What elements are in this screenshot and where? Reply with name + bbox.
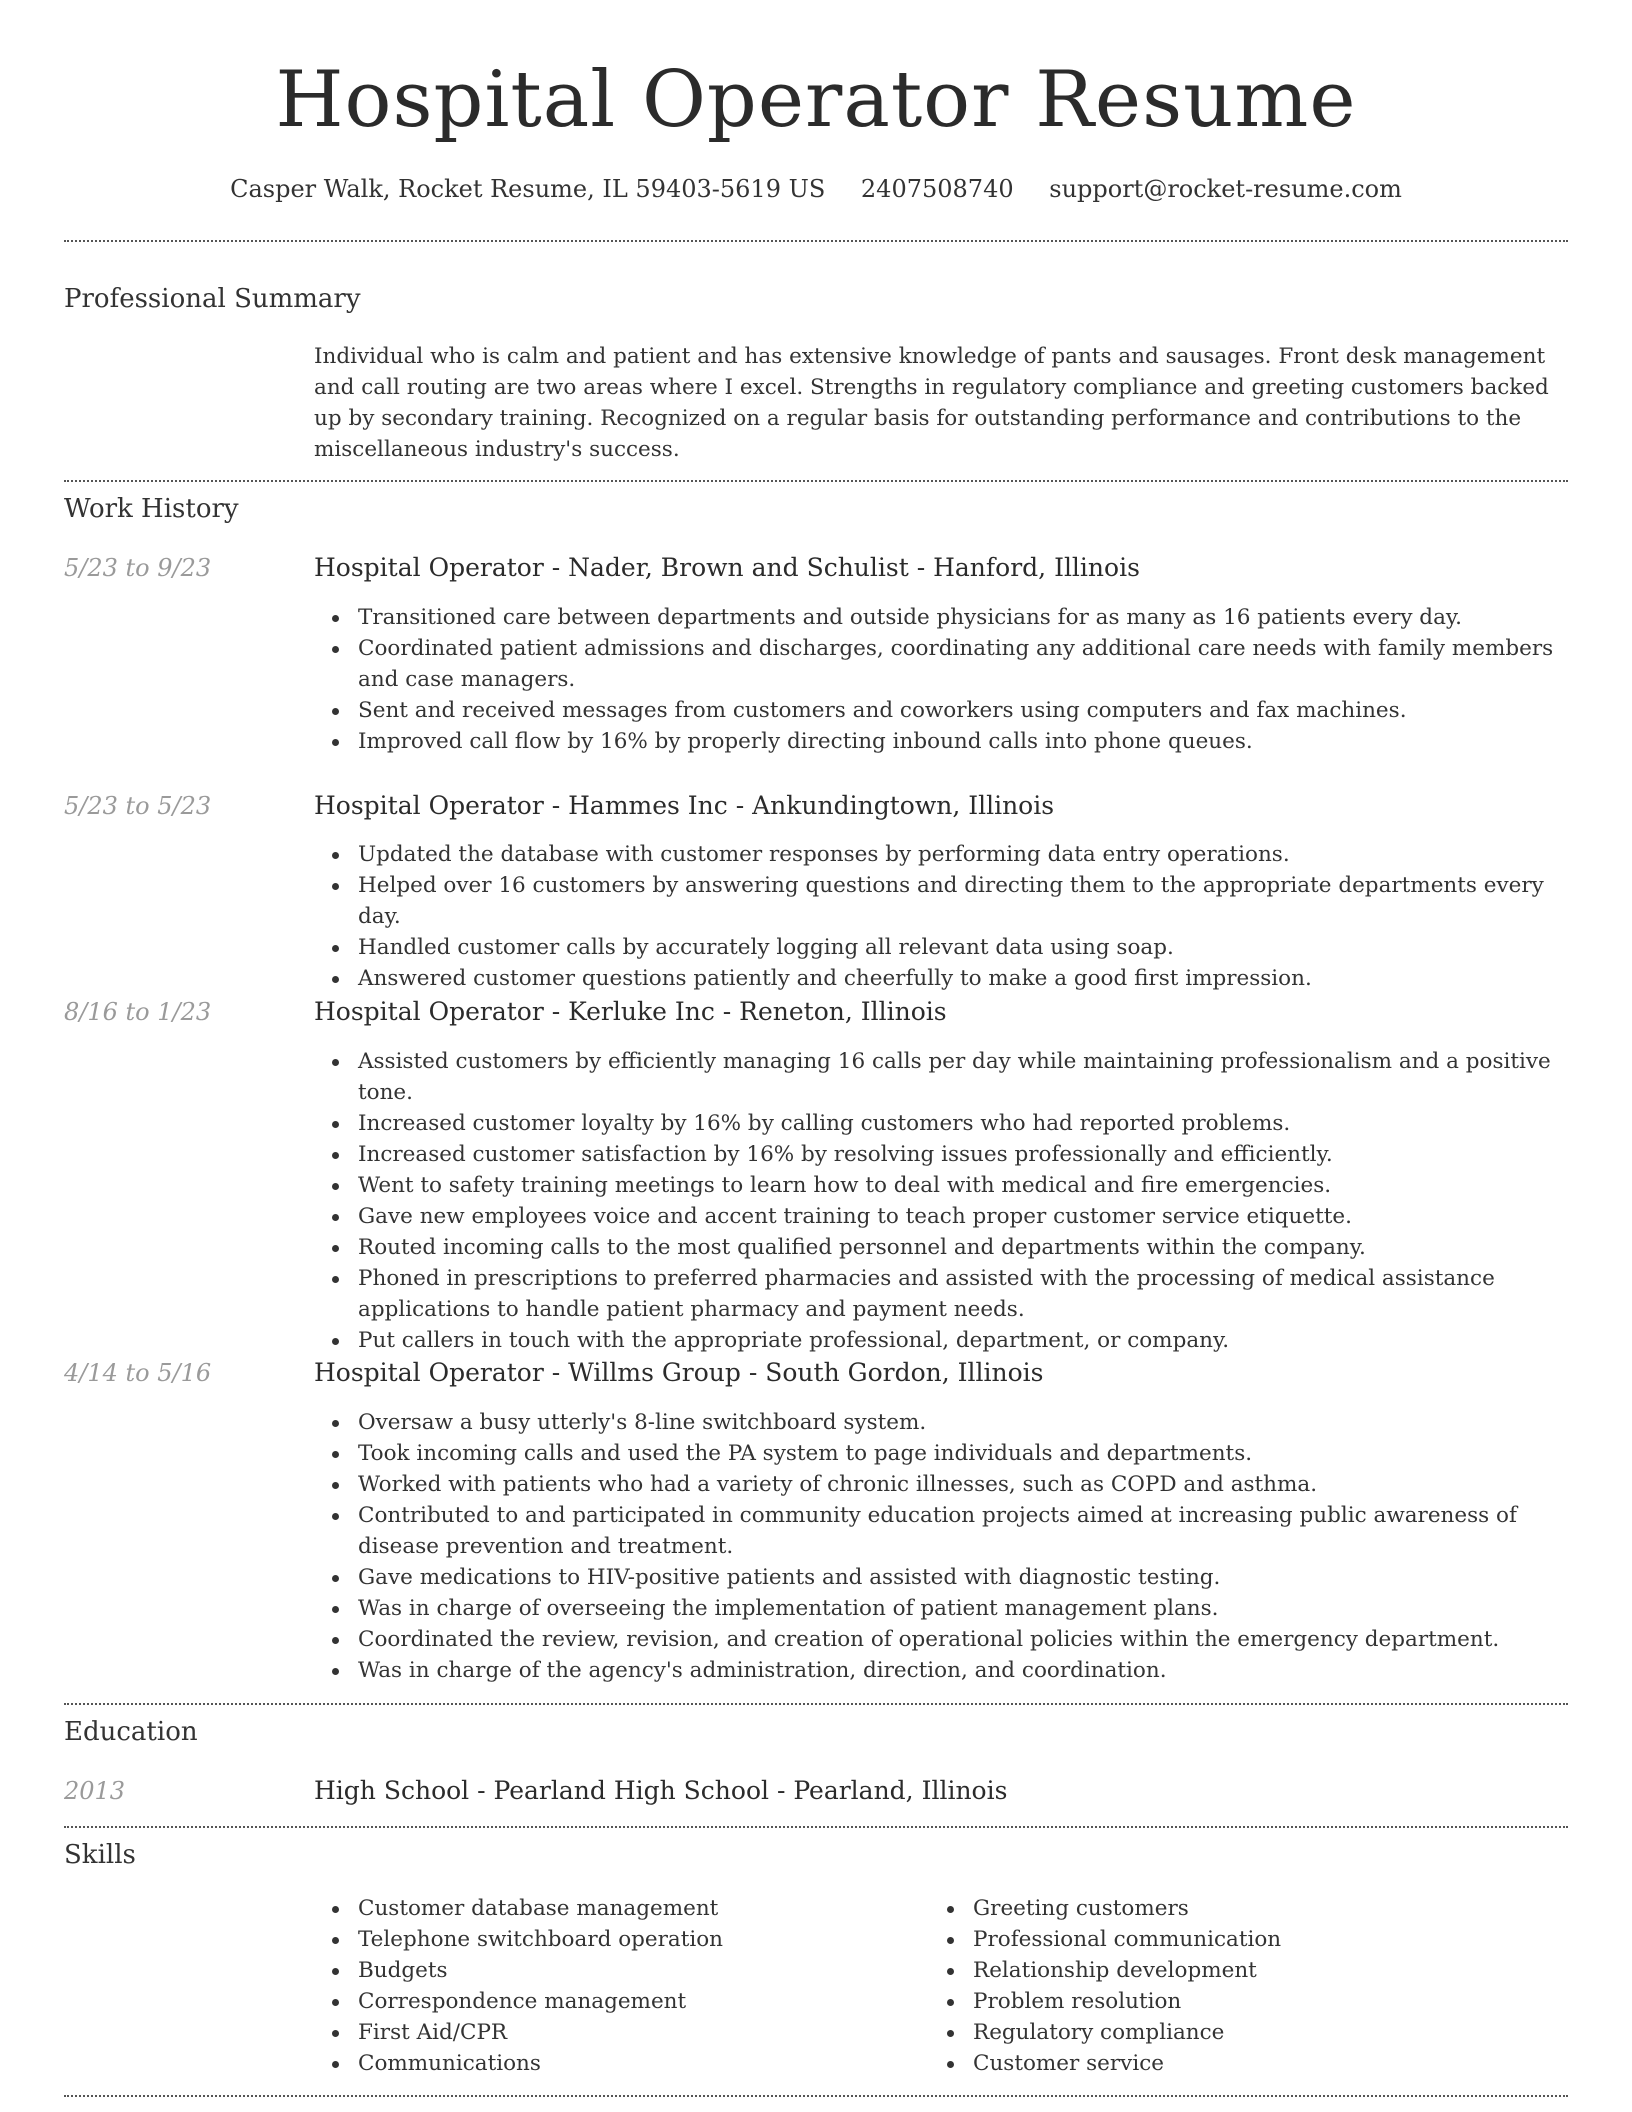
section-title-education: Education — [64, 1717, 198, 1747]
divider — [64, 2095, 1568, 2097]
contact-line — [0, 172, 1632, 206]
skill-item: Customer database management — [358, 1893, 914, 1924]
job-bullet: Took incoming calls and used the PA system to page individuals and departments. — [358, 1438, 1568, 1469]
job-bullet: Worked with patients who had a variety of chronic illnesses, such as COPD and asthma. — [358, 1469, 1568, 1500]
divider — [64, 240, 1568, 242]
job-heading: Hospital Operator - Hammes Inc - Ankundingtown, Illinois — [314, 791, 1055, 820]
section-title-skills: Skills — [64, 1840, 136, 1870]
job-dates: 8/16 to 1/23 — [64, 998, 212, 1026]
skill-item: Telephone switchboard operation — [358, 1924, 914, 1955]
job-bullet: Contributed to and participated in community education projects aimed at increasing public awareness of disease prevention and treatment. — [358, 1500, 1568, 1562]
divider — [64, 480, 1568, 482]
job-dates: 4/14 to 5/16 — [64, 1359, 212, 1387]
job-bullet: Was in charge of the agency's administration, direction, and coordination. — [358, 1655, 1568, 1686]
job-bullet: Improved call flow by 16% by properly directing inbound calls into phone queues. — [358, 726, 1568, 757]
job-bullet: Put callers in touch with the appropriate professional, department, or company. — [358, 1325, 1568, 1356]
job-bullet: Gave medications to HIV-positive patients and assisted with diagnostic testing. — [358, 1562, 1568, 1593]
job-heading: Hospital Operator - Nader, Brown and Schulist - Hanford, Illinois — [314, 553, 1140, 582]
education-year: 2013 — [64, 1777, 126, 1805]
job-bullet: Phoned in prescriptions to preferred pharmacies and assisted with the processing of medical assistance applications to handle patient pharmacy and payment needs. — [358, 1263, 1568, 1325]
contact-email: support@rocket-resume.com — [1049, 175, 1402, 203]
job-bullet: Coordinated patient admissions and discharges, coordinating any additional care needs with family members and case managers. — [358, 633, 1568, 695]
resume-title: Hospital Operator Resume — [275, 55, 1357, 145]
job-bullets — [314, 1407, 1568, 1686]
job-bullet: Helped over 16 customers by answering questions and directing them to the appropriate departments every day. — [358, 870, 1568, 932]
skill-item: Customer service — [973, 2048, 1529, 2079]
section-title-work-history: Work History — [64, 494, 239, 524]
job-bullet: Increased customer satisfaction by 16% by resolving issues professionally and efficiently. — [358, 1139, 1568, 1170]
job-bullet: Increased customer loyalty by 16% by calling customers who had reported problems. — [358, 1108, 1568, 1139]
contact-phone: 2407508740 — [860, 175, 1014, 203]
job-bullet: Gave new employees voice and accent training to teach proper customer service etiquette. — [358, 1201, 1568, 1232]
job-bullet: Was in charge of overseeing the implementation of patient management plans. — [358, 1593, 1568, 1624]
education-heading: High School - Pearland High School - Pearland, Illinois — [314, 1776, 1008, 1805]
job-bullet: Updated the database with customer responses by performing data entry operations. — [358, 839, 1568, 870]
job-bullet: Transitioned care between departments and outside physicians for as many as 16 patients every day. — [358, 602, 1568, 633]
job-bullet: Routed incoming calls to the most qualified personnel and departments within the company. — [358, 1232, 1568, 1263]
skill-item: Problem resolution — [973, 1986, 1529, 2017]
skill-item: First Aid/CPR — [358, 2017, 914, 2048]
job-bullet: Coordinated the review, revision, and creation of operational policies within the emergency department. — [358, 1624, 1568, 1655]
summary-text: Individual who is calm and patient and has extensive knowledge of pants and sausages. Front desk management and call routing are two areas where I excel. Strengths in regulatory compliance and greeting customers backed up by secondary training. Recognized on a regular basis for outstanding performance and contributions to the miscellaneous industry's success. — [314, 344, 1549, 462]
skill-item: Communications — [358, 2048, 914, 2079]
job-bullets — [314, 602, 1568, 757]
job-bullet: Assisted customers by efficiently managing 16 calls per day while maintaining professionalism and a positive tone. — [358, 1046, 1568, 1108]
job-bullet: Answered customer questions patiently and cheerfully to make a good first impression. — [358, 963, 1568, 994]
job-heading: Hospital Operator - Willms Group - South Gordon, Illinois — [314, 1358, 1044, 1387]
skill-item: Professional communication — [973, 1924, 1529, 1955]
skills-list-left — [314, 1893, 914, 2079]
section-title-summary: Professional Summary — [64, 284, 361, 314]
skill-item: Budgets — [358, 1955, 914, 1986]
job-bullet: Oversaw a busy utterly's 8-line switchboard system. — [358, 1407, 1568, 1438]
skill-item: Relationship development — [973, 1955, 1529, 1986]
job-dates: 5/23 to 9/23 — [64, 554, 212, 582]
job-bullet: Went to safety training meetings to learn how to deal with medical and fire emergencies. — [358, 1170, 1568, 1201]
job-heading: Hospital Operator - Kerluke Inc - Reneton, Illinois — [314, 997, 947, 1026]
job-bullets — [314, 1046, 1568, 1356]
skill-item: Greeting customers — [973, 1893, 1529, 1924]
divider — [64, 1826, 1568, 1828]
job-bullets — [314, 839, 1568, 994]
skill-item: Regulatory compliance — [973, 2017, 1529, 2048]
job-dates: 5/23 to 5/23 — [64, 792, 212, 820]
divider — [64, 1703, 1568, 1705]
job-bullet: Handled customer calls by accurately logging all relevant data using soap. — [358, 932, 1568, 963]
job-bullet: Sent and received messages from customers and coworkers using computers and fax machines. — [358, 695, 1568, 726]
skill-item: Correspondence management — [358, 1986, 914, 2017]
skills-list-right — [929, 1893, 1529, 2079]
contact-address: Casper Walk, Rocket Resume, IL 59403-5619 US — [230, 175, 826, 203]
